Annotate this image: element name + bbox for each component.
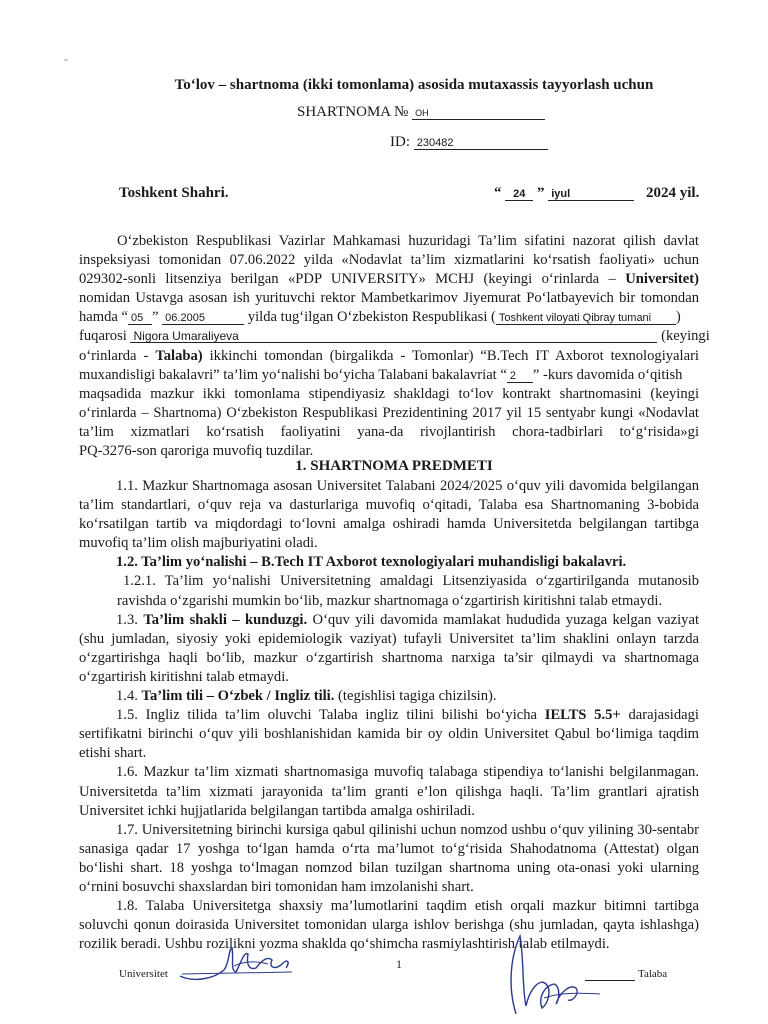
clause-1-7 (79, 821, 699, 897)
contract-number-field[interactable]: OH (412, 106, 545, 120)
city-name: Toshkent Shahri. (119, 185, 229, 201)
birth-place-field[interactable]: Toshkent viloyati Qibray tumani (496, 311, 676, 325)
clause-1-2-text: 1.2. Ta’lim yo‘nalishi – B.Tech IT Axborot texnologiyalari muhandisligi bakalavri. (116, 554, 627, 571)
clause-1-6 (79, 763, 699, 820)
clause-1-4-label: 1.4. (116, 688, 138, 705)
preamble-line-7-post: ikkinchi tomondan (birgalikda - Tomonlar) “B.Tech IT Axborot texnologiyalari (209, 347, 699, 364)
birth-prefix: hamda “ (79, 309, 129, 326)
clause-1-4 (79, 687, 699, 706)
clause-1-4-bold: Ta’lim tili – O‘zbek / Ingliz tili. (141, 688, 335, 705)
ielts-requirement: IELTS 5.5+ (544, 707, 621, 724)
document-title: To‘lov – shartnoma (ikki tomonlama) asosida mutaxassis tayyorlash uchun (174, 77, 654, 93)
clause-1-3 (79, 611, 699, 687)
birth-place-close: ) (675, 309, 681, 326)
contract-number-line (297, 104, 545, 121)
page-number: 1 (396, 957, 402, 971)
course-line-post: ” -kurs davomida o‘qitish (532, 366, 683, 383)
clause-1-2 (79, 553, 699, 572)
birth-line (79, 308, 699, 327)
contract-label: SHARTNOMA № (297, 104, 409, 120)
clause-1-5 (79, 706, 699, 763)
date-year: 2024 yil. (646, 185, 700, 201)
course-line-pre: muxandisligi bakalavri” ta’lim yo‘nalishi bo‘yicha Talabani bakalavriat “ (79, 366, 507, 383)
talaba-signature-label: Talaba (638, 968, 668, 980)
id-field[interactable]: 230482 (414, 136, 548, 150)
preamble-line-3-text: 029302-sonli litsenziya berilgan «PDP UNIVERSITY» MCHJ (keyingi o‘rinlarda – (79, 271, 616, 288)
preamble (79, 232, 710, 461)
id-label: ID: (390, 134, 410, 150)
citizen-label: fuqarosi (79, 328, 127, 345)
section-1-body (79, 477, 699, 954)
clause-1-3-label: 1.3. (116, 611, 138, 628)
preamble-line-7 (79, 347, 699, 366)
birth-day-field[interactable]: 05 (128, 311, 152, 325)
date-quote-close: ” (537, 185, 545, 201)
clause-1-4-rest: (tegishlisi tagiga chizilsin). (338, 688, 497, 705)
clause-1-6-text: 1.6. Mazkur ta’lim xizmati shartnomasiga muvofiq talabaga stipendiya to‘lanishi belgilanmagan. Universitetda ta’lim xizmati jarayonida ta’lim granti e’lon qilishga haqli. Ta’lim grantlari ajratish Universitet ichki hujjatlarida belgilangan tartibda amalga oshiriladi. (79, 764, 699, 819)
clause-1-2-1-text: 1.2.1. Ta’lim yo‘nalishi Universitetning amaldagi Litsenziyasida o‘zgartirilganda mutanosib ravishda o‘zgarishi mumkin bo‘lib, mazkur shartnomaga o‘zgartirish kiritishni talab etmaydi. (117, 573, 699, 609)
clause-1-3-bold: Ta’lim shakli – kunduzgi. (143, 611, 308, 628)
clause-1-2-1 (79, 572, 699, 610)
citizen-line (79, 327, 710, 346)
keyingi-text: (keyingi (661, 328, 710, 345)
talaba-signature-line (585, 980, 635, 981)
preamble-line-12: PQ-3276-son qaroriga muvofiq tuzdilar. (79, 443, 314, 460)
clause-1-3-rest: O‘quv yili davomida mamlakat hududida yuzaga kelgan vaziyat (shu jumladan, siyosiy yoki epidemiologik vaziyat) tufayli Universitet ta’lim shaklini onlayn tarzda o‘zgartirishga haqli bo‘lib, mazkur o‘zgartirish shartnoma narxiga ta’sir qilmaydi va shartnomaga o‘zgartirish kiritishni talab etmaydi. (79, 611, 700, 685)
student-name-field[interactable]: Nigora Umaraliyeva (130, 329, 657, 343)
birth-quote: ” (152, 309, 159, 326)
clause-1-1 (79, 477, 699, 553)
preamble-line-7-pre: o‘rinlarda - (79, 347, 149, 364)
preamble-line-10: o‘rinlarda – Shartnoma) O‘zbekiston Respublikasi Prezidentining 2017 yil 15 sentyabr kungi «Nodavlat (79, 404, 699, 421)
course-number-field[interactable]: 2 (507, 369, 533, 383)
universitet-term: Universitet) (625, 271, 699, 288)
date-group (494, 185, 699, 202)
date-quote-open: “ (494, 185, 502, 201)
clause-1-8-text: 1.8. Talaba Universitetga shaxsiy ma’lumotlarini taqdim etish orqali mazkur bitimni tartibga soluvchi qonun doirasida Universitet tomonidan ularga ishlov berishga (shu jumladan, qayta ishlashga) rozilik beradi. Ushbu rozilikni yozma shaklda qo‘shimcha rasmiylashtirish talab etilmaydi. (79, 898, 699, 953)
date-month-field[interactable]: iyul (548, 187, 634, 201)
scan-speck: - (64, 52, 68, 66)
preamble-line-9: maqsadida mazkur ikki tomonlama stipendiyasiz shakldagi to‘lov kontrakt shartnomasini (keyingi (79, 385, 699, 402)
clause-1-5-post: darajasidagi sertifikatni birinchi o‘quv yili boshlanishidan kamida bir oy oldin Universitet Qabul bo‘limiga taqdim etishi shart. (79, 707, 699, 762)
clause-1-1-text: 1.1. Mazkur Shartnomaga asosan Universitet Talabani 2024/2025 o‘quv yili davomida belgilangan ta’lim standartlari, o‘quv reja va dasturlariga muvofiq o‘qitadi, Talaba esa Shartnomaning 3-bobida ko‘rsatilgan tartib va miqdordagi to‘lovni amalga oshiradi hamda Universitetda belgilangan tartibga muvofiq ta’lim olish majburiyatini oladi. (79, 478, 699, 552)
id-line (390, 134, 548, 151)
clause-1-5-pre: 1.5. Ingliz tilida ta’lim oluvchi Talaba ingliz tilini bilishi bo‘yicha (116, 707, 538, 724)
clause-1-7-text: 1.7. Universitetning birinchi kursiga qabul qilinishi uchun nomzod ushbu o‘quv yilining 30-sentabr sanasiga qadar 17 yoshga to‘lgan hamda o‘rta ma’lumot to‘g‘risida Shahodatnoma (Attestat) olgan bo‘lishi shart. 18 yoshga to‘lmagan nomzod bilan tuzilgan shartnoma uning ota-onasi yoki ularning o‘rnini bosuvchi shaxslardan biri tomonidan ham imzolanishi shart. (79, 821, 699, 895)
talaba-signature (500, 928, 610, 1018)
date-day-field[interactable]: 24 (505, 187, 533, 201)
preamble-line-11: ta’lim xizmatlari ko‘rsatish faoliyatini yana-da rivojlantirish chora-tadbirlari to‘g‘risida»gi (79, 423, 699, 440)
preamble-line-3 (79, 270, 699, 289)
universitet-signature (172, 940, 302, 985)
birth-year-field[interactable]: 06.2005 (162, 311, 244, 325)
section-1-heading: 1. SHARTNOMA PREDMETI (295, 458, 493, 474)
preamble-line-2: inspeksiyasi tomonidan 07.06.2022 yilda «Nodavlat ta’lim xizmatlarini ko‘rsatish faoliyati» uchun (79, 252, 699, 269)
course-line (79, 366, 699, 385)
universitet-signature-label: Universitet (119, 968, 168, 980)
preamble-line-4: nomidan Ustavga asosan ish yurituvchi rektor Mambetkarimov Jiyemurat Po‘latbayevich bir tomondan (79, 290, 699, 307)
talaba-term: Talaba) (155, 347, 203, 364)
preamble-line-1: O‘zbekiston Respublikasi Vazirlar Mahkamasi huzuridagi Ta’lim sifatini nazorat qilish davlat (117, 233, 699, 249)
birth-suffix: yilda tug‘ilgan O‘zbekiston Respublikasi ( (247, 309, 496, 326)
